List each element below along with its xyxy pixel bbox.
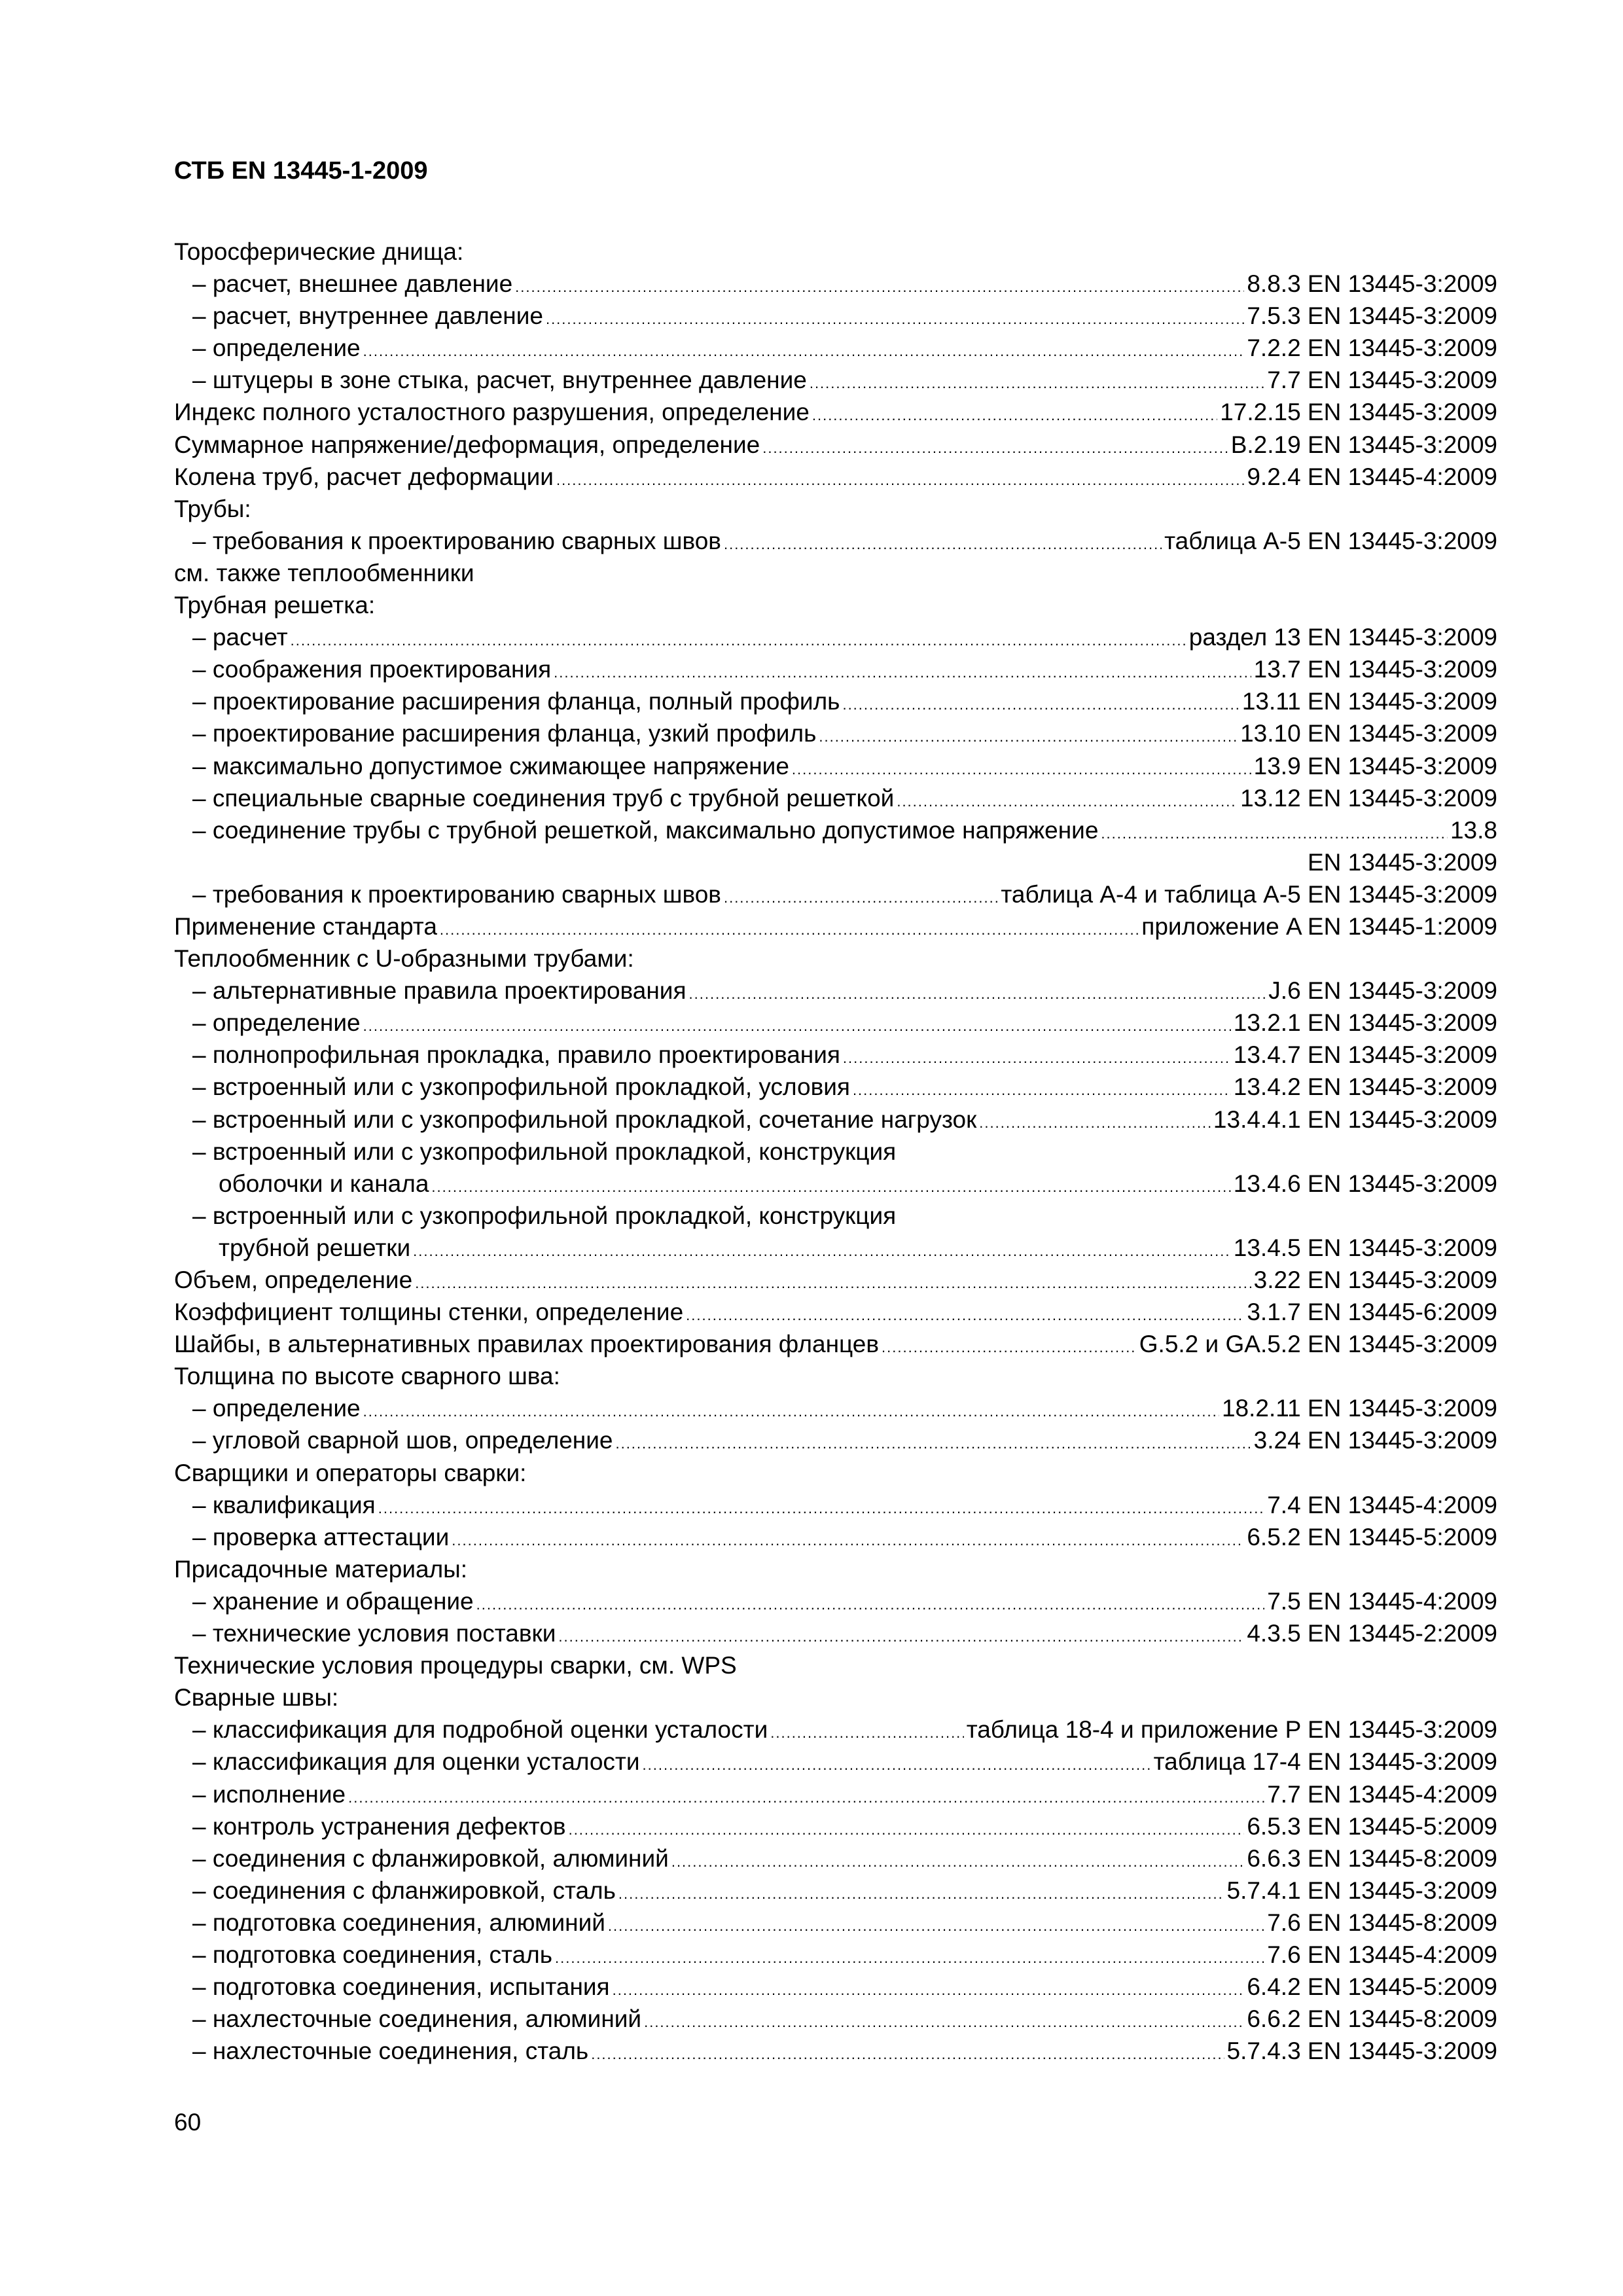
dot-leader	[615, 1427, 1251, 1460]
entry-reference: таблица A-5 EN 13445-3:2009	[1164, 527, 1497, 554]
entry-label: – определение	[192, 334, 361, 362]
entry-label: – исполнение	[192, 1780, 346, 1808]
entry-label: – подготовка соединения, сталь	[192, 1941, 553, 1968]
dot-leader	[363, 1010, 1231, 1042]
dot-leader	[569, 1814, 1245, 1846]
dot-leader	[363, 1395, 1219, 1427]
index-entry	[174, 2035, 1497, 2067]
entry-label: трубной решетки	[219, 1234, 411, 1261]
dot-leader	[431, 1171, 1230, 1203]
entry-label: Сварные швы:	[174, 1684, 339, 1712]
index-entry	[174, 910, 1497, 942]
dot-leader	[476, 1588, 1265, 1621]
entry-reference: приложение A EN 13445-1:2009	[1141, 912, 1497, 940]
entry-reference: 5.7.4.1 EN 13445-3:2009	[1226, 1876, 1497, 1904]
entry-label: – соображения проектирования	[192, 656, 552, 683]
index-entry	[174, 1328, 1497, 1360]
index-entry	[174, 653, 1497, 685]
entry-reference: 13.10 EN 13445-3:2009	[1240, 720, 1497, 747]
dot-leader	[591, 2038, 1224, 2070]
entry-reference: раздел 13 EN 13445-3:2009	[1188, 624, 1497, 651]
entry-reference-continued: EN 13445-3:2009	[1307, 848, 1497, 876]
index-entry	[174, 1907, 1497, 1939]
entry-label: – соединение трубы с трубной решеткой, максимально допустимое напряжение	[192, 816, 1099, 844]
dot-leader	[979, 1107, 1211, 1139]
index-entry	[174, 493, 1497, 525]
entry-reference: B.2.19 EN 13445-3:2009	[1230, 431, 1497, 458]
index-entry	[174, 1842, 1497, 1874]
index-entry	[174, 1585, 1497, 1617]
entry-label: Объем, определение	[174, 1266, 413, 1293]
entry-label: – встроенный или с узкопрофильной прокладкой, конструкция	[192, 1138, 897, 1165]
entry-reference: 7.4 EN 13445-4:2009	[1267, 1491, 1497, 1518]
dot-leader	[762, 432, 1228, 464]
entry-reference: 6.5.2 EN 13445-5:2009	[1247, 1523, 1497, 1551]
entry-label: Присадочные материалы:	[174, 1555, 468, 1583]
entry-label: – проектирование расширения фланца, узкий профиль	[192, 720, 817, 747]
entry-label: – нахлесточные соединения, сталь	[192, 2037, 589, 2065]
entry-label: – специальные сварные соединения труб с трубной решеткой	[192, 784, 895, 812]
index-entry	[174, 1617, 1497, 1649]
index-entry	[174, 878, 1497, 910]
dot-leader	[644, 2006, 1244, 2038]
entry-reference: 7.7 EN 13445-4:2009	[1267, 1780, 1497, 1808]
index-entry	[174, 1136, 1497, 1168]
entry-label: – встроенный или с узкопрофильной прокладкой, условия	[192, 1073, 850, 1101]
entry-reference: 3.24 EN 13445-3:2009	[1253, 1427, 1497, 1454]
entry-label: – соединения с фланжировкой, сталь	[192, 1876, 616, 1904]
entry-label: Трубы:	[174, 495, 251, 522]
entry-reference: 6.6.3 EN 13445-8:2009	[1247, 1844, 1497, 1872]
entry-label: – определение	[192, 1009, 361, 1037]
dot-leader	[853, 1074, 1231, 1106]
entry-reference: 13.4.5 EN 13445-3:2009	[1233, 1234, 1497, 1261]
entry-reference: 7.6 EN 13445-8:2009	[1267, 1909, 1497, 1936]
document-header: СТБ EN 13445-1-2009	[174, 157, 428, 185]
dot-leader	[558, 1621, 1244, 1653]
index-entry	[174, 1521, 1497, 1553]
entry-label: Торосферические днища:	[174, 238, 464, 265]
entry-label: – требования к проектированию сварных швов	[192, 880, 721, 908]
dot-leader	[770, 1717, 963, 1749]
index-entry	[174, 1103, 1497, 1136]
dot-leader	[555, 1942, 1264, 1974]
index-entry	[174, 1874, 1497, 1907]
dot-leader	[882, 1331, 1137, 1363]
entry-label: Трубная решетка:	[174, 592, 376, 619]
entry-label: Технические условия процедуры сварки, см. WPS	[174, 1652, 737, 1679]
index-entry	[174, 1296, 1497, 1328]
entry-reference: 6.5.3 EN 13445-5:2009	[1247, 1812, 1497, 1840]
entry-reference: 7.2.2 EN 13445-3:2009	[1247, 334, 1497, 362]
dot-leader	[618, 1878, 1224, 1910]
index-entry	[174, 1939, 1497, 1971]
entry-label: – подготовка соединения, алюминий	[192, 1909, 605, 1936]
entry-label: – соединения с фланжировкой, алюминий	[192, 1844, 669, 1872]
index-entry	[174, 782, 1497, 814]
entry-reference: 13.12 EN 13445-3:2009	[1240, 784, 1497, 812]
dot-leader	[819, 721, 1238, 753]
index-entry	[174, 429, 1497, 461]
entry-label: Шайбы, в альтернативных правилах проектирования фланцев	[174, 1331, 880, 1358]
entry-label: – проверка аттестации	[192, 1523, 450, 1551]
dot-leader	[452, 1524, 1244, 1556]
index-entry	[174, 1168, 1497, 1200]
entry-label: – альтернативные правила проектирования	[192, 977, 687, 1005]
index-entry	[174, 1971, 1497, 2003]
index-entry	[174, 1200, 1497, 1232]
dot-leader	[608, 1910, 1264, 1942]
index-entry	[174, 846, 1497, 878]
dot-leader	[556, 464, 1244, 496]
entry-reference: 13.9 EN 13445-3:2009	[1253, 752, 1497, 780]
index-entry	[174, 461, 1497, 493]
entry-reference: G.5.2 и GA.5.2 EN 13445-3:2009	[1139, 1331, 1497, 1358]
index-entry	[174, 1232, 1497, 1264]
entry-label: – встроенный или с узкопрофильной прокладкой, конструкция	[192, 1202, 897, 1229]
entry-label: – расчет	[192, 624, 288, 651]
entry-label: Индекс полного усталостного разрушения, определение	[174, 399, 810, 426]
entry-reference: 6.6.2 EN 13445-8:2009	[1247, 2005, 1497, 2033]
dot-leader	[810, 367, 1264, 399]
index-entry	[174, 557, 1497, 589]
entry-reference: таблица 17-4 EN 13445-3:2009	[1153, 1748, 1497, 1776]
index-entry	[174, 1457, 1497, 1489]
index-entry	[174, 300, 1497, 332]
entry-reference: 13.7 EN 13445-3:2009	[1253, 656, 1497, 683]
entry-label: – классификация для подробной оценки усталости	[192, 1716, 768, 1744]
dot-leader	[792, 753, 1251, 785]
page-number: 60	[174, 2109, 202, 2136]
dot-leader	[515, 271, 1244, 303]
dot-leader	[812, 399, 1217, 431]
index-entry	[174, 364, 1497, 396]
index-entry	[174, 685, 1497, 717]
entry-reference: 7.5.3 EN 13445-3:2009	[1247, 302, 1497, 330]
index-entry	[174, 1489, 1497, 1521]
entry-label: – проектирование расширения фланца, полный профиль	[192, 688, 840, 715]
index-entry	[174, 942, 1497, 975]
entry-reference: 13.2.1 EN 13445-3:2009	[1233, 1009, 1497, 1037]
entry-label: – требования к проектированию сварных швов	[192, 527, 721, 554]
subject-index	[174, 236, 1497, 2067]
dot-leader	[842, 689, 1239, 721]
index-entry	[174, 1264, 1497, 1296]
index-entry	[174, 1713, 1497, 1746]
entry-label: – максимально допустимое сжимающее напряжение	[192, 752, 789, 780]
index-entry	[174, 750, 1497, 782]
entry-label: Коэффициент толщины стенки, определение	[174, 1299, 684, 1326]
entry-label: – штуцеры в зоне стыка, расчет, внутреннее давление	[192, 367, 807, 394]
dot-leader	[378, 1492, 1265, 1524]
entry-reference: 13.4.2 EN 13445-3:2009	[1233, 1073, 1497, 1101]
entry-label: – классификация для оценки усталости	[192, 1748, 640, 1776]
entry-reference: 7.6 EN 13445-4:2009	[1267, 1941, 1497, 1968]
entry-reference: 6.4.2 EN 13445-5:2009	[1247, 1973, 1497, 2001]
entry-label: – определение	[192, 1395, 361, 1422]
entry-reference: 18.2.11 EN 13445-3:2009	[1221, 1395, 1497, 1422]
index-entry	[174, 1071, 1497, 1103]
dot-leader	[413, 1235, 1231, 1267]
index-entry	[174, 1778, 1497, 1810]
entry-label: Толщина по высоте сварного шва:	[174, 1363, 560, 1390]
dot-leader	[554, 656, 1251, 689]
dot-leader	[643, 1749, 1151, 1781]
entry-label: – встроенный или с узкопрофильной прокладкой, сочетание нагрузок	[192, 1105, 977, 1133]
dot-leader	[689, 978, 1266, 1010]
entry-reference: таблица A-4 и таблица A-5 EN 13445-3:2009	[1001, 880, 1497, 908]
index-entry	[174, 236, 1497, 268]
entry-label: Колена труб, расчет деформации	[174, 463, 554, 490]
dot-leader	[686, 1299, 1244, 1331]
index-entry	[174, 1039, 1497, 1071]
index-entry	[174, 717, 1497, 749]
index-entry	[174, 621, 1497, 653]
entry-reference: 13.4.7 EN 13445-3:2009	[1233, 1041, 1497, 1069]
entry-label: Сварщики и операторы сварки:	[174, 1459, 527, 1486]
entry-reference: 9.2.4 EN 13445-4:2009	[1247, 463, 1497, 490]
dot-leader	[363, 335, 1245, 367]
dot-leader	[843, 1042, 1231, 1074]
index-entry	[174, 975, 1497, 1007]
index-entry	[174, 1649, 1497, 1681]
entry-reference: 13.8	[1450, 816, 1497, 844]
entry-reference: 7.5 EN 13445-4:2009	[1267, 1587, 1497, 1615]
entry-reference: 17.2.15 EN 13445-3:2009	[1220, 399, 1497, 426]
dot-leader	[671, 1846, 1245, 1878]
index-entry	[174, 1746, 1497, 1778]
entry-reference: J.6 EN 13445-3:2009	[1268, 977, 1497, 1005]
index-entry	[174, 814, 1497, 846]
dot-leader	[348, 1782, 1264, 1814]
entry-label: – подготовка соединения, испытания	[192, 1973, 610, 2001]
entry-label: Теплообменник с U-образными трубами:	[174, 945, 634, 973]
entry-reference: 13.4.6 EN 13445-3:2009	[1233, 1170, 1497, 1197]
entry-label: – нахлесточные соединения, алюминий	[192, 2005, 642, 2033]
dot-leader	[415, 1267, 1251, 1299]
entry-reference: 4.3.5 EN 13445-2:2009	[1247, 1620, 1497, 1647]
entry-reference: 13.11 EN 13445-3:2009	[1241, 688, 1497, 715]
index-entry	[174, 1810, 1497, 1842]
entry-label: – полнопрофильная прокладка, правило проектирования	[192, 1041, 840, 1069]
dot-leader	[724, 528, 1162, 560]
index-entry	[174, 525, 1497, 557]
dot-leader	[546, 303, 1244, 335]
index-entry	[174, 332, 1497, 364]
entry-reference: 8.8.3 EN 13445-3:2009	[1247, 270, 1497, 298]
entry-reference: 3.22 EN 13445-3:2009	[1253, 1266, 1497, 1293]
index-entry	[174, 1360, 1497, 1392]
entry-reference: таблица 18-4 и приложение P EN 13445-3:2009	[966, 1716, 1497, 1744]
index-entry	[174, 1553, 1497, 1585]
dot-leader	[1101, 817, 1448, 850]
index-entry	[174, 1392, 1497, 1424]
entry-label: см. также теплообменники	[174, 559, 474, 586]
entry-reference: 5.7.4.3 EN 13445-3:2009	[1226, 2037, 1497, 2065]
dot-leader	[897, 785, 1238, 817]
entry-label: оболочки и канала	[219, 1170, 429, 1197]
index-entry	[174, 589, 1497, 621]
entry-label: Суммарное напряжение/деформация, определение	[174, 431, 760, 458]
dot-leader	[724, 882, 998, 914]
entry-label: – контроль устранения дефектов	[192, 1812, 566, 1840]
entry-label: – угловой сварной шов, определение	[192, 1427, 613, 1454]
index-entry	[174, 1007, 1497, 1039]
entry-reference: 7.7 EN 13445-3:2009	[1267, 367, 1497, 394]
entry-label: – расчет, внешнее давление	[192, 270, 513, 298]
index-entry	[174, 1681, 1497, 1713]
dot-leader	[440, 914, 1139, 946]
index-entry	[174, 2003, 1497, 2035]
index-entry	[174, 396, 1497, 428]
dot-leader	[613, 1974, 1245, 2006]
entry-label: – хранение и обращение	[192, 1587, 474, 1615]
entry-label: – технические условия поставки	[192, 1620, 556, 1647]
index-entry	[174, 1424, 1497, 1456]
entry-label: – расчет, внутреннее давление	[192, 302, 543, 330]
dot-leader	[291, 624, 1186, 656]
entry-label: – квалификация	[192, 1491, 376, 1518]
index-entry	[174, 268, 1497, 300]
entry-reference: 3.1.7 EN 13445-6:2009	[1247, 1299, 1497, 1326]
entry-label: Применение стандарта	[174, 912, 437, 940]
entry-reference: 13.4.4.1 EN 13445-3:2009	[1213, 1105, 1497, 1133]
